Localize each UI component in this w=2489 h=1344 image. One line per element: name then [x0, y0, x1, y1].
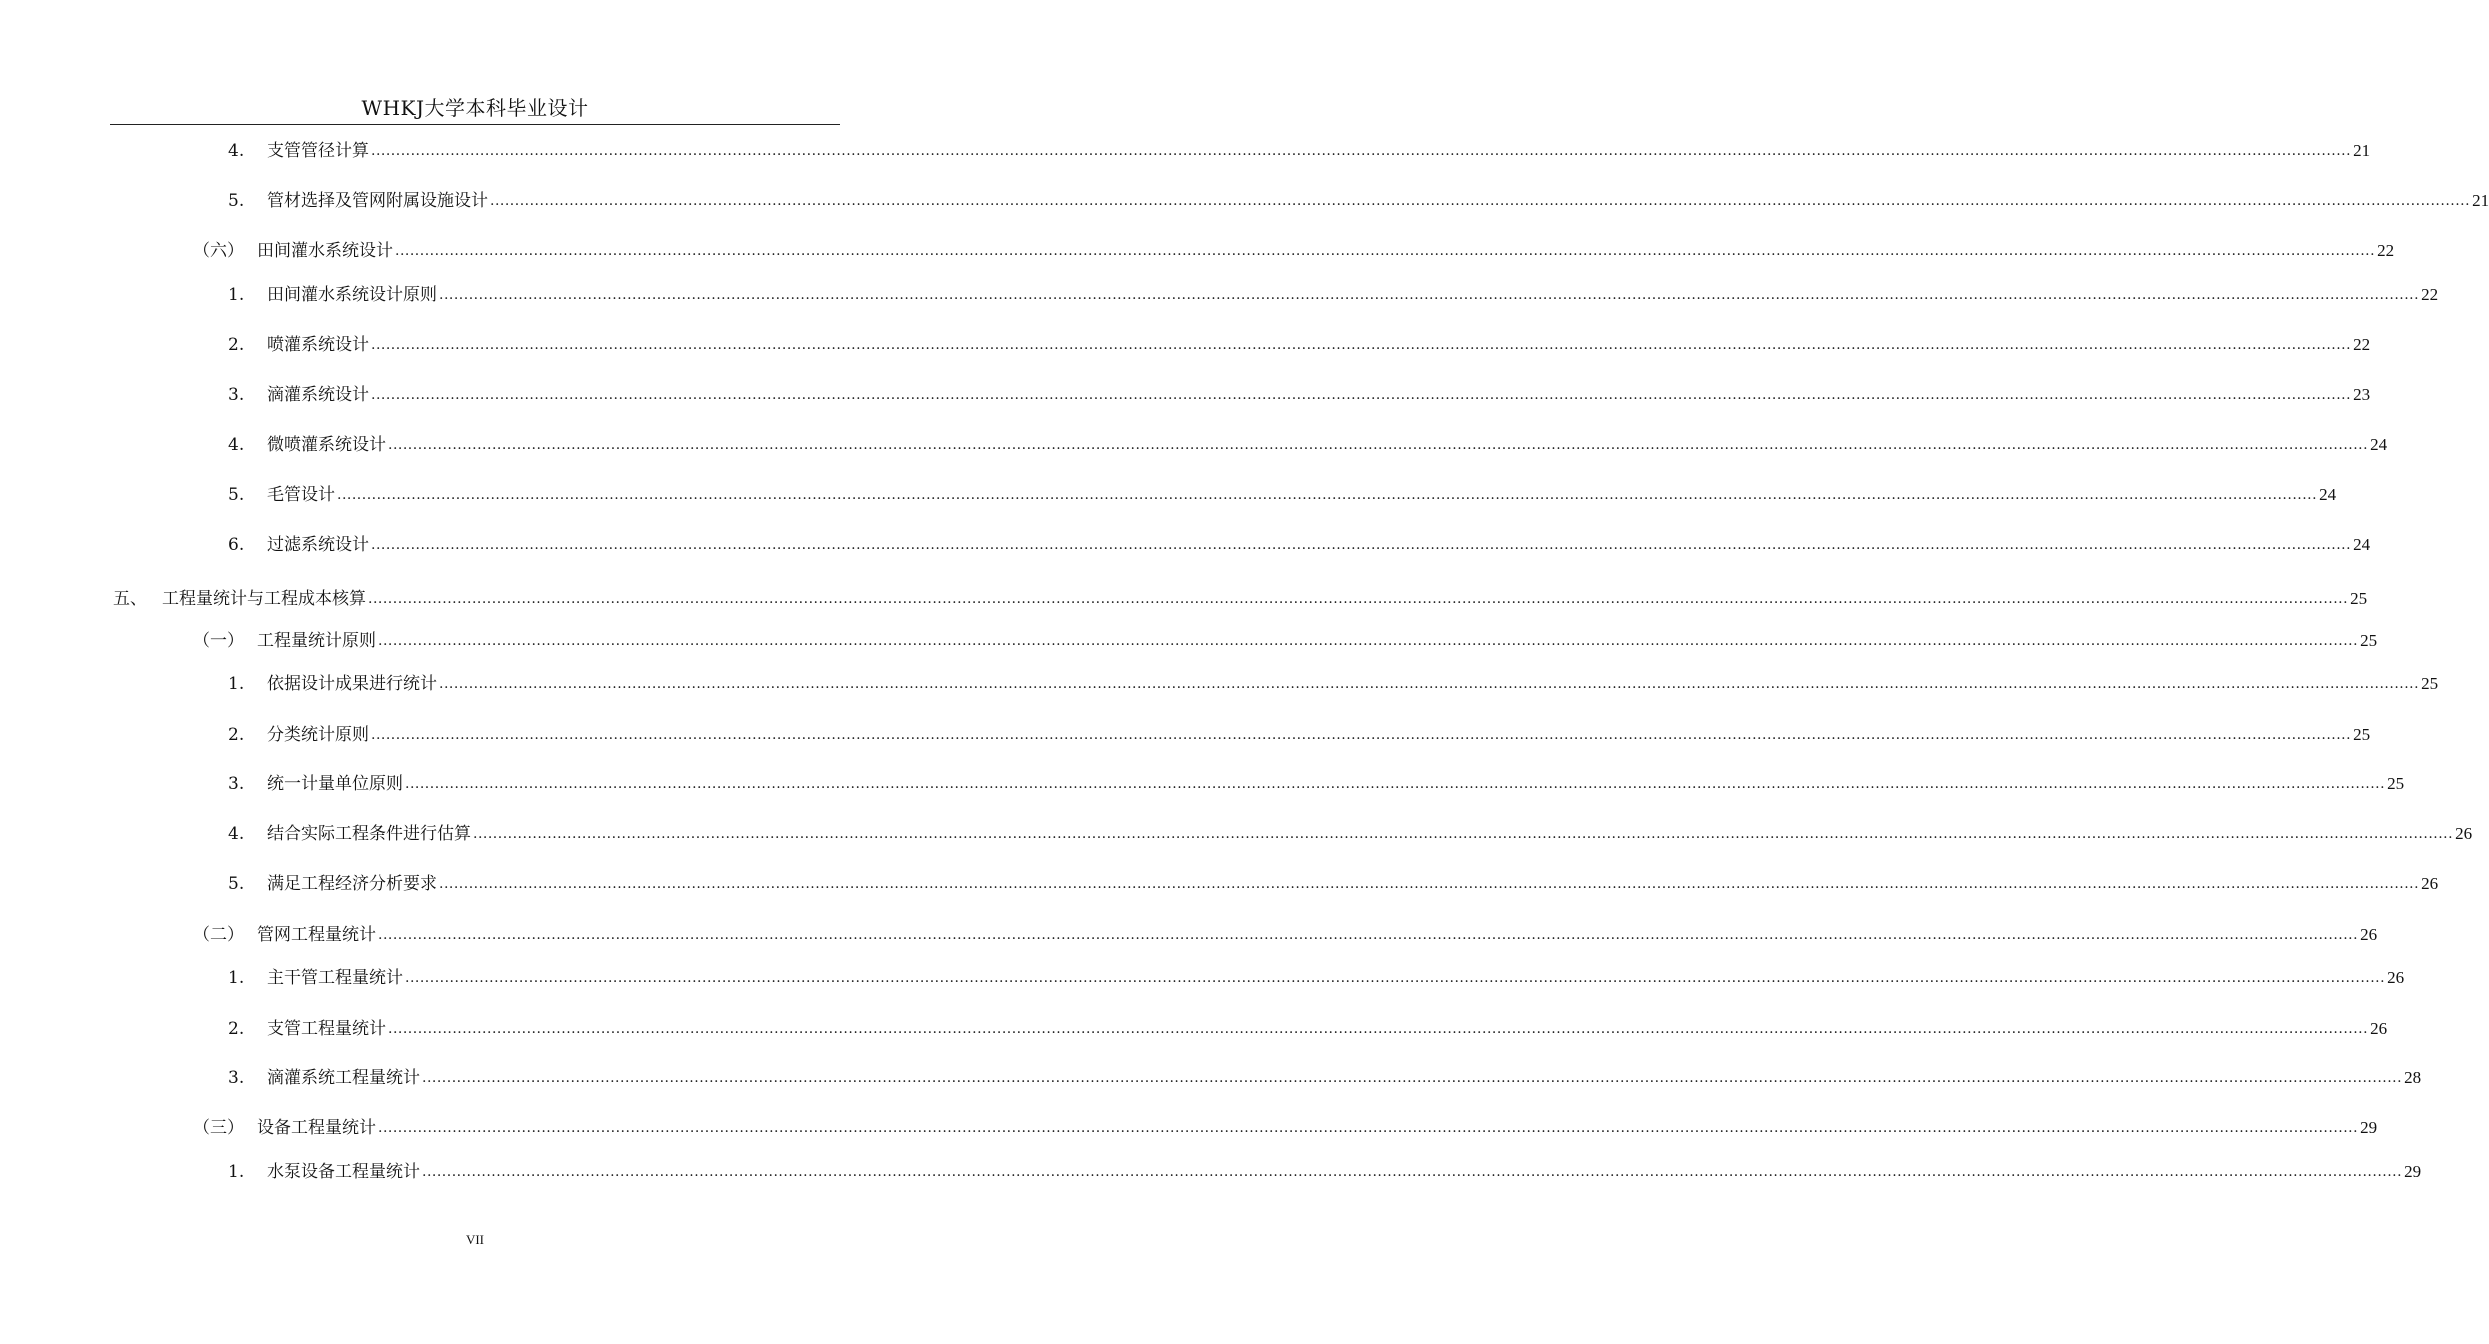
toc-entry[interactable]	[0, 332, 2371, 356]
toc-leader-dots: ................................................................................................................................................................................................................................................................................................................................................................................................................	[439, 287, 2420, 303]
toc-entry-page: 28	[2404, 1068, 2422, 1087]
toc-entry-label: 微喷灌系统设计	[267, 435, 386, 455]
toc-leader-dots: ................................................................................................................................................................................................................................................................................................................................................................................................................	[473, 826, 2454, 842]
toc-entry-number: 5.	[228, 191, 245, 211]
toc-entry-page: 25	[2387, 774, 2405, 793]
toc-entry-page: 22	[2377, 241, 2395, 260]
toc-entry-label: 水泵设备工程量统计	[267, 1162, 420, 1182]
toc-entry-page: 25	[2421, 674, 2439, 693]
toc-entry-number: （二）	[193, 925, 244, 945]
toc-entry[interactable]	[0, 628, 2378, 652]
toc-entry-page: 29	[2360, 1118, 2378, 1137]
toc-entry-number: 2.	[228, 1019, 245, 1039]
toc-entry-page: 22	[2353, 335, 2371, 354]
toc-entry-number: 5.	[228, 874, 245, 894]
toc-leader-dots: ................................................................................................................................................................................................................................................................................................................................................................................................................	[368, 591, 2349, 607]
toc-entry-label: 分类统计原则	[267, 725, 369, 745]
toc-entry[interactable]	[0, 922, 2378, 946]
toc-entry[interactable]	[0, 282, 2439, 306]
toc-entry-label: 管网工程量统计	[257, 925, 376, 945]
toc-entry[interactable]	[0, 586, 2368, 610]
toc-leader-dots: ................................................................................................................................................................................................................................................................................................................................................................................................................	[378, 633, 2359, 649]
toc-leader-dots: ................................................................................................................................................................................................................................................................................................................................................................................................................	[371, 337, 2352, 353]
toc-entry[interactable]	[0, 188, 2489, 212]
toc-entry-label: 田间灌水系统设计原则	[267, 285, 437, 305]
toc-entry[interactable]	[0, 1065, 2422, 1089]
toc-entry[interactable]	[0, 1016, 2388, 1040]
toc-entry[interactable]	[0, 382, 2371, 406]
toc-entry-page: 26	[2387, 968, 2405, 987]
toc-entry-label: 支管工程量统计	[267, 1019, 386, 1039]
toc-entry-label: 毛管设计	[267, 485, 335, 505]
toc-entry-number: 3.	[228, 774, 245, 794]
toc-leader-dots: ................................................................................................................................................................................................................................................................................................................................................................................................................	[395, 243, 2376, 259]
toc-entry-page: 26	[2370, 1019, 2388, 1038]
toc-entry[interactable]	[0, 432, 2388, 456]
toc-entry-number: 4.	[228, 141, 245, 161]
toc-leader-dots: ................................................................................................................................................................................................................................................................................................................................................................................................................	[371, 727, 2352, 743]
toc-leader-dots: ................................................................................................................................................................................................................................................................................................................................................................................................................	[490, 193, 2471, 209]
toc-entry[interactable]	[0, 138, 2371, 162]
toc-entry-label: 滴灌系统工程量统计	[267, 1068, 420, 1088]
toc-entry-label: 结合实际工程条件进行估算	[267, 824, 471, 844]
toc-entry-number: （一）	[193, 631, 244, 651]
toc-entry-label: 支管管径计算	[267, 141, 369, 161]
toc-leader-dots: ................................................................................................................................................................................................................................................................................................................................................................................................................	[405, 970, 2386, 986]
toc-leader-dots: ................................................................................................................................................................................................................................................................................................................................................................................................................	[371, 143, 2352, 159]
toc-entry-number: （三）	[193, 1118, 244, 1138]
toc-entry-page: 21	[2472, 191, 2489, 210]
toc-entry-page: 29	[2404, 1162, 2422, 1181]
toc-leader-dots: ................................................................................................................................................................................................................................................................................................................................................................................................................	[405, 776, 2386, 792]
toc-entry-page: 24	[2319, 485, 2337, 504]
toc-entry-number: 1.	[228, 1162, 245, 1182]
toc-entry[interactable]	[0, 1115, 2378, 1139]
header-divider	[110, 124, 840, 125]
toc-leader-dots: ................................................................................................................................................................................................................................................................................................................................................................................................................	[337, 487, 2318, 503]
toc-leader-dots: ................................................................................................................................................................................................................................................................................................................................................................................................................	[378, 1120, 2359, 1136]
toc-entry-label: 设备工程量统计	[257, 1118, 376, 1138]
toc-entry[interactable]	[0, 671, 2439, 695]
toc-entry-page: 24	[2370, 435, 2388, 454]
toc-entry-number: 5.	[228, 485, 245, 505]
toc-entry-label: 满足工程经济分析要求	[267, 874, 437, 894]
toc-entry[interactable]	[0, 238, 2395, 262]
toc-entry[interactable]	[0, 871, 2439, 895]
toc-entry[interactable]	[0, 722, 2371, 746]
toc-entry-label: 工程量统计与工程成本核算	[162, 589, 366, 609]
toc-leader-dots: ................................................................................................................................................................................................................................................................................................................................................................................................................	[371, 387, 2352, 403]
toc-entry-page: 26	[2421, 874, 2439, 893]
toc-entry-number: 4.	[228, 435, 245, 455]
toc-leader-dots: ................................................................................................................................................................................................................................................................................................................................................................................................................	[439, 676, 2420, 692]
page-number: VII	[465, 1232, 485, 1247]
toc-entry[interactable]	[0, 1159, 2422, 1183]
toc-entry-label: 统一计量单位原则	[267, 774, 403, 794]
toc-entry-number: （六）	[193, 241, 244, 261]
toc-entry-page: 25	[2360, 631, 2378, 650]
toc-entry[interactable]	[0, 771, 2405, 795]
toc-entry-page: 21	[2353, 141, 2371, 160]
toc-entry-label: 田间灌水系统设计	[257, 241, 393, 261]
toc-leader-dots: ................................................................................................................................................................................................................................................................................................................................................................................................................	[378, 927, 2359, 943]
toc-leader-dots: ................................................................................................................................................................................................................................................................................................................................................................................................................	[388, 1021, 2369, 1037]
toc-entry-label: 喷灌系统设计	[267, 335, 369, 355]
toc-leader-dots: ................................................................................................................................................................................................................................................................................................................................................................................................................	[422, 1164, 2403, 1180]
toc-entry-label: 工程量统计原则	[257, 631, 376, 651]
toc-entry-page: 25	[2353, 725, 2371, 744]
toc-entry-number: 2.	[228, 335, 245, 355]
toc-entry-label: 主干管工程量统计	[267, 968, 403, 988]
toc-entry-number: 3.	[228, 385, 245, 405]
toc-entry-number: 1.	[228, 674, 245, 694]
toc-leader-dots: ................................................................................................................................................................................................................................................................................................................................................................................................................	[439, 876, 2420, 892]
toc-entry-number: 1.	[228, 968, 245, 988]
toc-entry-page: 23	[2353, 385, 2371, 404]
toc-entry[interactable]	[0, 482, 2337, 506]
page-header-title: WHKJ大学本科毕业设计	[361, 96, 589, 120]
toc-leader-dots: ................................................................................................................................................................................................................................................................................................................................................................................................................	[422, 1070, 2403, 1086]
toc-leader-dots: ................................................................................................................................................................................................................................................................................................................................................................................................................	[371, 537, 2352, 553]
toc-entry-number: 4.	[228, 824, 245, 844]
toc-entry-number: 2.	[228, 725, 245, 745]
toc-entry[interactable]	[0, 532, 2371, 556]
toc-entry[interactable]	[0, 821, 2473, 845]
toc-entry-number: 3.	[228, 1068, 245, 1088]
toc-entry-label: 过滤系统设计	[267, 535, 369, 555]
toc-entry-number: 6.	[228, 535, 245, 555]
toc-leader-dots: ................................................................................................................................................................................................................................................................................................................................................................................................................	[388, 437, 2369, 453]
toc-entry-number: 1.	[228, 285, 245, 305]
toc-entry-number: 五、	[113, 589, 147, 609]
toc-entry-page: 25	[2350, 589, 2368, 608]
toc-entry-page: 26	[2455, 824, 2473, 843]
toc-entry-label: 滴灌系统设计	[267, 385, 369, 405]
toc-entry-label: 依据设计成果进行统计	[267, 674, 437, 694]
toc-entry[interactable]	[0, 965, 2405, 989]
toc-entry-label: 管材选择及管网附属设施设计	[267, 191, 488, 211]
toc-entry-page: 26	[2360, 925, 2378, 944]
toc-entry-page: 22	[2421, 285, 2439, 304]
toc-entry-page: 24	[2353, 535, 2371, 554]
